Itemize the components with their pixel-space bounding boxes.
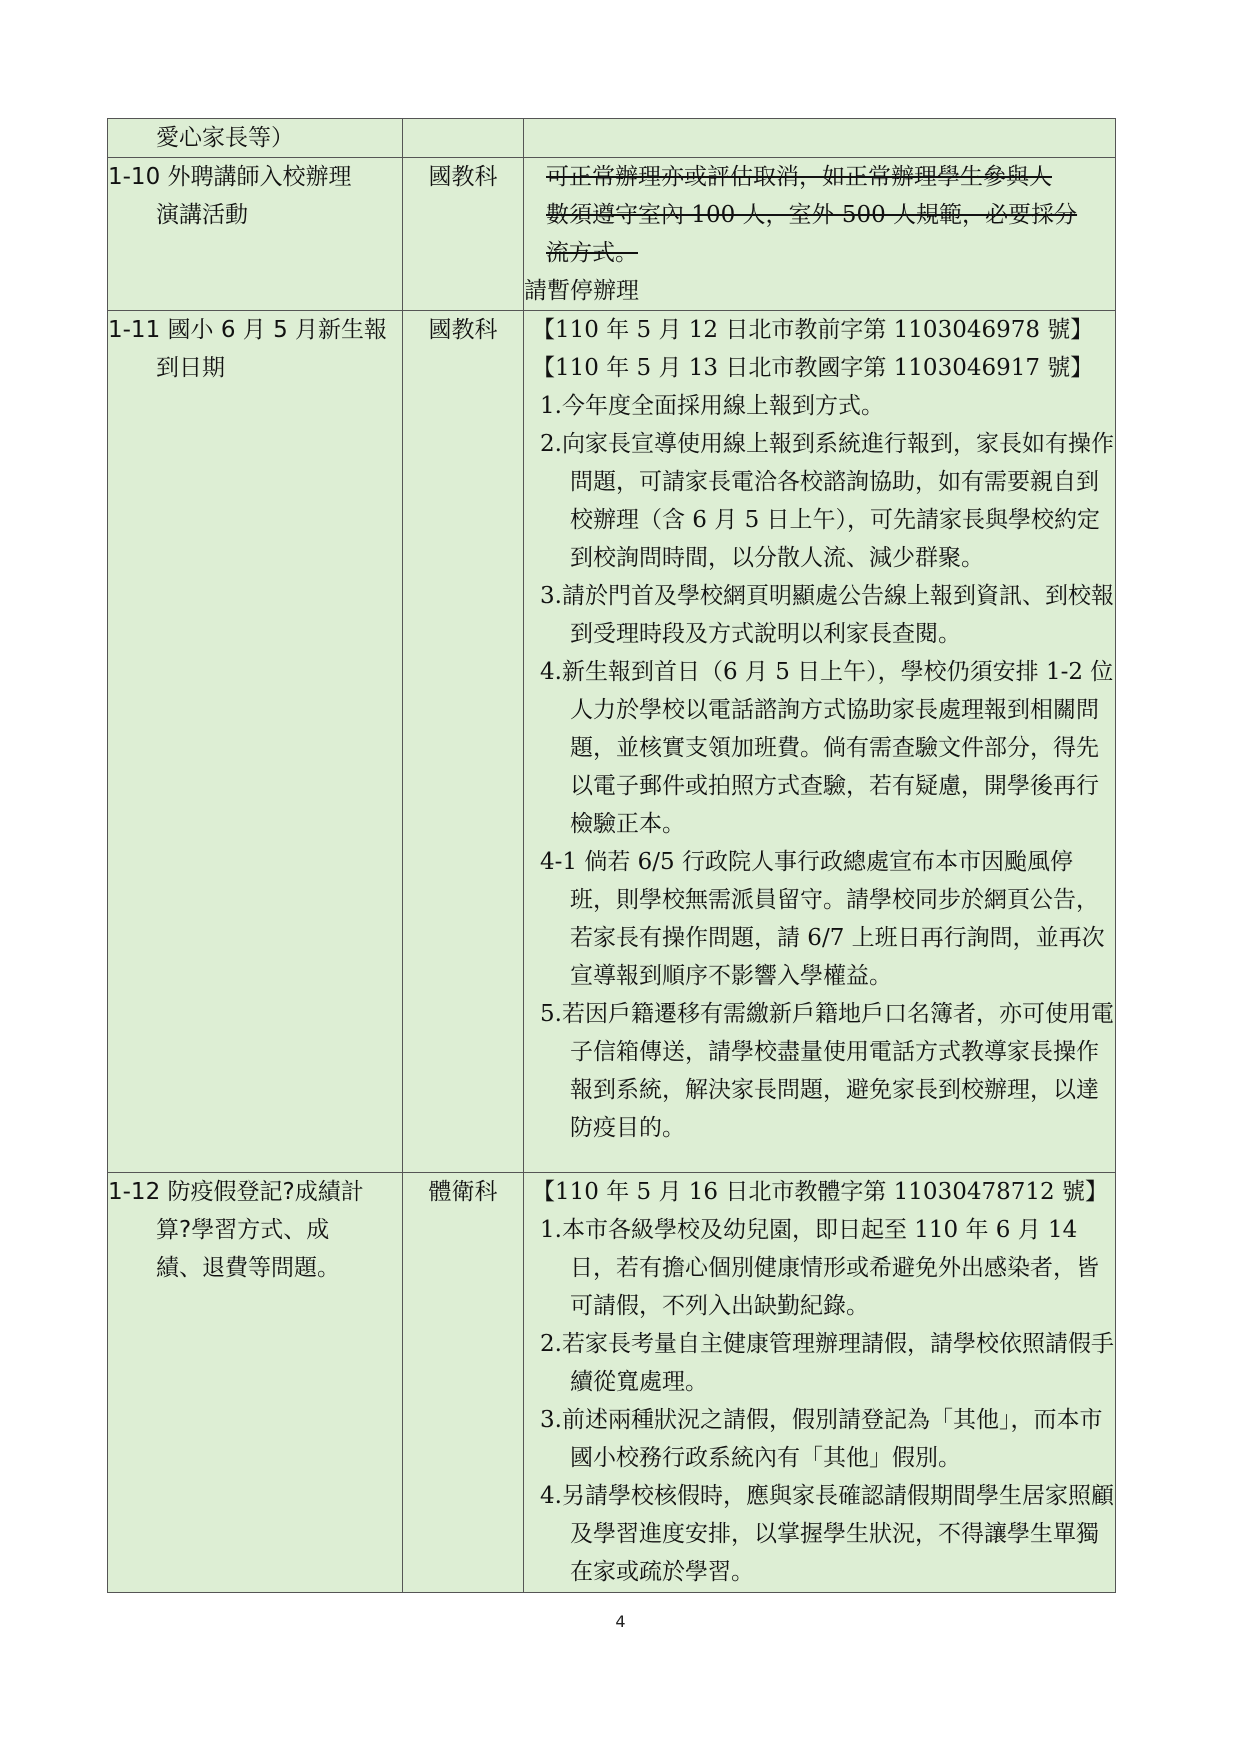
content-cell — [524, 1173, 1116, 1593]
dept-cell — [403, 119, 524, 158]
item-text: 績、退費等問題。 — [156, 1255, 340, 1281]
reference-line: 【110 年 5 月 12 日北市教前字第 1103046978 號】 — [532, 317, 1094, 343]
document-table-wrapper — [107, 118, 1115, 1593]
list-item: 5.若因戶籍遷移有需繳新戶籍地戶口名簿者，亦可使用電子信箱傳送，請學校盡量使用電話方式教導家長操作報到系統，解決家長問題，避免家長到校辦理，以達防疫目的。 — [540, 1001, 1114, 1141]
item-cell — [108, 119, 403, 158]
measures-table — [107, 118, 1116, 1593]
item-text: 1-12 防疫假登記?成績計 — [108, 1179, 364, 1205]
item-text: 到日期 — [156, 355, 225, 381]
table-row — [108, 1173, 1116, 1593]
dept-cell: 體衛科 — [403, 1173, 524, 1593]
list-item: 1.本市各級學校及幼兒園，即日起至 110 年 6 月 14 日，若有擔心個別健康情形或希避免外出感染者，皆可請假，不列入出缺勤紀錄。 — [540, 1217, 1099, 1319]
list-item: 2.若家長考量自主健康管理辦理請假，請學校依照請假手續從寬處理。 — [540, 1331, 1114, 1395]
list-item: 3.前述兩種狀況之請假，假別請登記為「其他」，而本市國小校務行政系統內有「其他」假別。 — [540, 1407, 1103, 1471]
dept-cell: 國教科 — [403, 311, 524, 1173]
list-item: 4.新生報到首日（6 月 5 日上午），學校仍須安排 1-2 位人力於學校以電話諮詢方式協助家長處理報到相關問題，並核實支領加班費。倘有需查驗文件部分，得先以電子郵件或拍照方式查驗，若有疑慮，開學後再行檢驗正本。 — [540, 659, 1114, 837]
dept-cell: 國教科 — [403, 158, 524, 311]
table-row — [108, 158, 1116, 311]
note-text: 請暫停辦理 — [524, 278, 639, 304]
page-number: 4 — [615, 1612, 626, 1631]
item-text: 愛心家長等） — [156, 125, 294, 151]
item-cell — [108, 158, 403, 311]
struck-text: 數須遵守室內 100 人，室外 500 人規範，必要採分 — [546, 202, 1078, 228]
reference-line: 【110 年 5 月 16 日北市教體字第 11030478712 號】 — [532, 1179, 1108, 1205]
struck-text: 流方式。 — [546, 240, 638, 266]
list-item: 4.另請學校核假時，應與家長確認請假期間學生居家照顧及學習進度安排，以掌握學生狀況，不得讓學生單獨在家或疏於學習。 — [540, 1483, 1114, 1585]
table-row — [108, 119, 1116, 158]
item-cell — [108, 1173, 403, 1593]
table-row — [108, 311, 1116, 1173]
list-item: 1.今年度全面採用線上報到方式。 — [540, 393, 884, 419]
item-text: 1-10 外聘講師入校辦理 — [108, 164, 352, 190]
struck-text: 可正常辦理亦或評估取消，如正常辦理學生參與人 — [546, 164, 1052, 190]
item-text: 算?學習方式、成 — [156, 1217, 330, 1243]
list-item: 3.請於門首及學校網頁明顯處公告線上報到資訊、到校報到受理時段及方式說明以利家長查閱。 — [540, 583, 1114, 647]
list-item: 4-1 倘若 6/5 行政院人事行政總處宣布本市因颱風停班，則學校無需派員留守。請學校同步於網頁公告，若家長有操作問題，請 6/7 上班日再行詢問，並再次宣導報到順序不影響入學權益。 — [540, 849, 1105, 989]
reference-line: 【110 年 5 月 13 日北市教國字第 1103046917 號】 — [532, 355, 1094, 381]
item-text: 1-11 國小 6 月 5 月新生報 — [108, 317, 388, 343]
item-cell — [108, 311, 403, 1173]
item-text: 演講活動 — [156, 202, 248, 228]
content-cell — [524, 158, 1116, 311]
content-cell — [524, 119, 1116, 158]
list-item: 2.向家長宣導使用線上報到系統進行報到，家長如有操作問題，可請家長電洽各校諮詢協助，如有需要親自到校辦理（含 6 月 5 日上午），可先請家長與學校約定到校詢問時間，以分散人流、減少群聚。 — [540, 431, 1114, 571]
content-cell — [524, 311, 1116, 1173]
